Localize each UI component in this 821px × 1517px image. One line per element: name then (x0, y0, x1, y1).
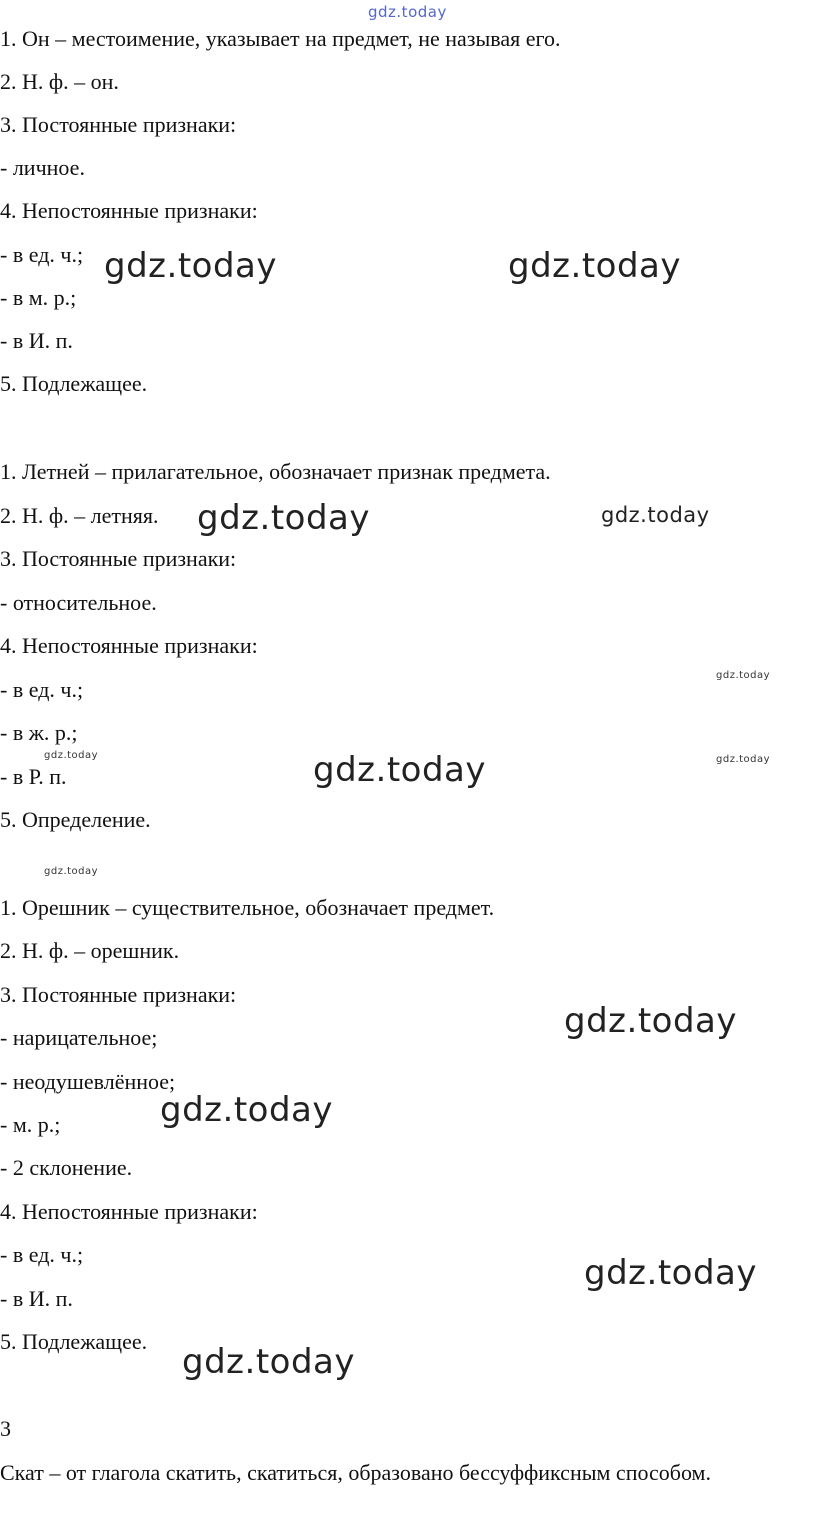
watermark: gdz.today (104, 246, 277, 286)
watermark: gdz.today (584, 1253, 757, 1293)
section-2-line-5: 4. Непостоянные признаки: (0, 633, 258, 658)
section-3-line-10: - в И. п. (0, 1286, 73, 1311)
section-1-line-7: - в м. р.; (0, 285, 77, 310)
section-1-line-1: 1. Он – местоимение, указывает на предмет, не называя его. (0, 26, 561, 51)
watermark: gdz.today (160, 1090, 333, 1130)
section-2-line-9: 5. Определение. (0, 807, 151, 832)
section-2-line-2: 2. Н. ф. – летняя. (0, 503, 159, 528)
watermark: gdz.today (601, 503, 710, 527)
section-3-line-9: - в ед. ч.; (0, 1242, 84, 1267)
section-1-line-4: - личное. (0, 155, 85, 180)
watermark: gdz.today (564, 1001, 737, 1041)
section-3-line-8: 4. Непостоянные признаки: (0, 1199, 258, 1224)
task-3-paragraph: Скат – от глагола скатить, скатиться, образовано бессуффиксным способом. (0, 1460, 711, 1485)
section-2-line-6: - в ед. ч.; (0, 677, 84, 702)
section-1-line-8: - в И. п. (0, 328, 73, 353)
watermark: gdz.today (313, 750, 486, 790)
section-2-line-7: - в ж. р.; (0, 720, 78, 745)
section-3-line-6: - м. р.; (0, 1112, 61, 1137)
section-3-line-5: - неодушевлённое; (0, 1069, 176, 1094)
watermark: gdz.today (368, 3, 447, 21)
section-2-line-8: - в Р. п. (0, 764, 67, 789)
section-1-line-3: 3. Постоянные признаки: (0, 112, 237, 137)
section-2-line-3: 3. Постоянные признаки: (0, 546, 237, 571)
section-3-line-11: 5. Подлежащее. (0, 1329, 148, 1354)
watermark: gdz.today (716, 754, 771, 765)
section-1-line-2: 2. Н. ф. – он. (0, 69, 119, 94)
task-3-number: 3 (0, 1416, 11, 1441)
section-1-line-5: 4. Непостоянные признаки: (0, 198, 258, 223)
section-3-line-7: - 2 склонение. (0, 1155, 133, 1180)
section-2-line-1: 1. Летней – прилагательное, обозначает признак предмета. (0, 459, 551, 484)
section-1-line-9: 5. Подлежащее. (0, 371, 148, 396)
watermark: gdz.today (508, 246, 681, 286)
watermark: gdz.today (44, 750, 99, 761)
section-1-line-6: - в ед. ч.; (0, 242, 84, 267)
section-3-line-1: 1. Орешник – существительное, обозначает предмет. (0, 895, 495, 920)
section-3-line-4: - нарицательное; (0, 1025, 158, 1050)
watermark: gdz.today (716, 670, 771, 681)
section-2-line-4: - относительное. (0, 590, 157, 615)
watermark: gdz.today (182, 1342, 355, 1382)
watermark: gdz.today (197, 498, 370, 538)
section-3-line-2: 2. Н. ф. – орешник. (0, 938, 180, 963)
watermark: gdz.today (44, 866, 99, 877)
section-3-line-3: 3. Постоянные признаки: (0, 982, 237, 1007)
